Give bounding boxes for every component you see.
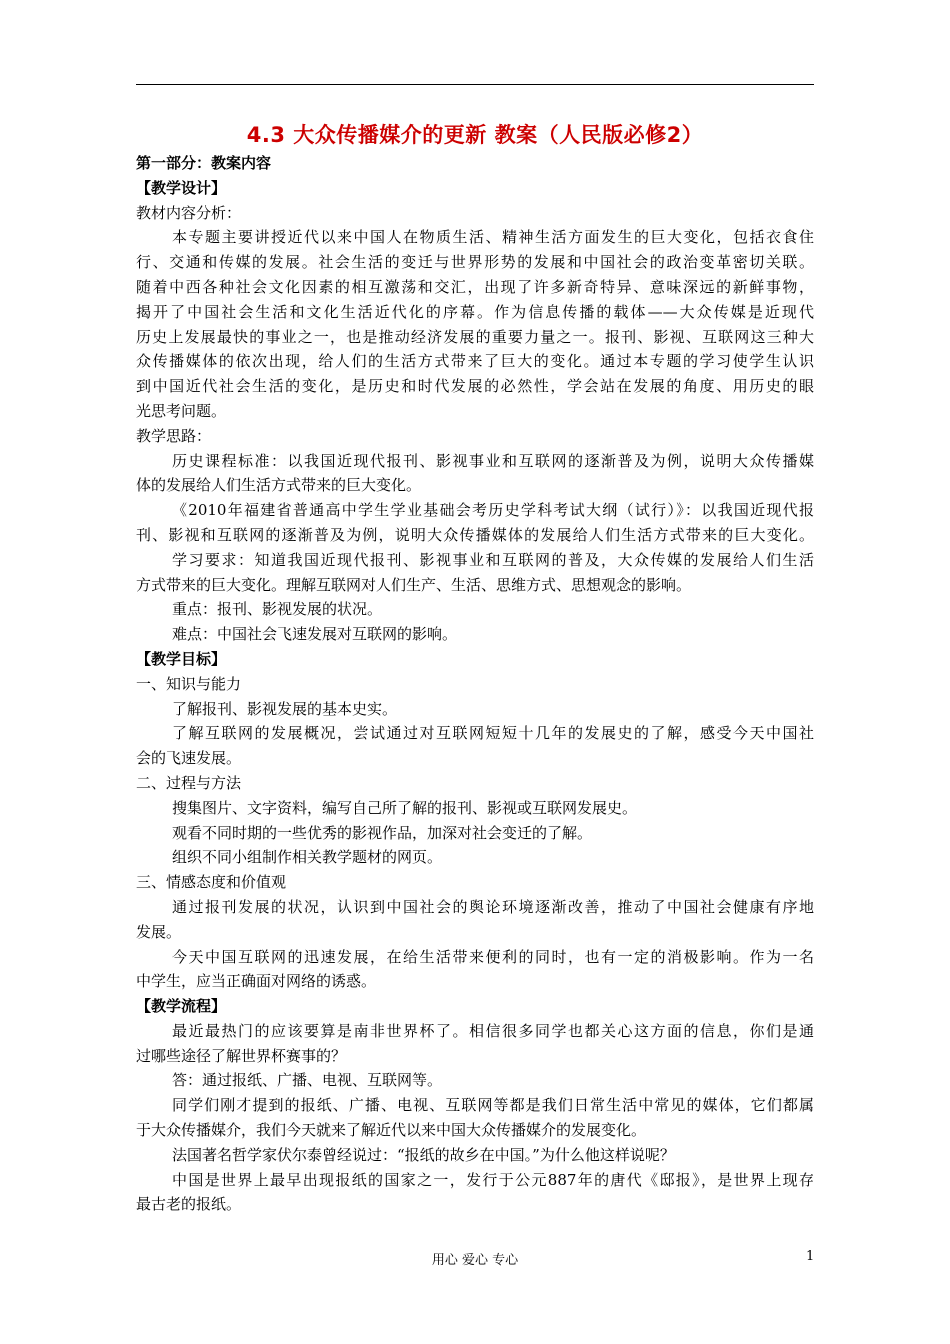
- text-line: 众传播媒体的依次出现，给人们的生活方式带来了巨大的变化。通过本专题的学习使学生认识: [136, 352, 814, 371]
- text-line: 法国著名哲学家伏尔泰曾经说过：“报纸的故乡在中国。”为什么他这样说呢？: [172, 1145, 675, 1164]
- text-line: 了解互联网的发展概况，尝试通过对互联网短短十几年的发展史的了解，感受今天中国社: [172, 724, 814, 743]
- section-heading: 第一部分：教案内容: [136, 154, 272, 172]
- section-heading: 【教学目标】: [136, 649, 227, 668]
- header-rule: [136, 84, 814, 85]
- text-line: 二、过程与方法: [136, 773, 242, 792]
- text-line: 刊、影视和互联网的逐渐普及为例，说明大众传播媒体的发展给人们生活方式带来的巨大变化。: [136, 525, 814, 544]
- text-line: 今天中国互联网的迅速发展，在给生活带来便利的同时，也有一定的消极影响。作为一名: [172, 947, 814, 966]
- text-line: 历史课程标准：以我国近现代报刊、影视事业和互联网的逐渐普及为例，说明大众传播媒: [172, 451, 814, 470]
- text-line: 于大众传播媒介，我们今天就来了解近代以来中国大众传播媒介的发展变化。: [136, 1121, 647, 1140]
- text-line: 发展。: [136, 922, 182, 941]
- document-body: [136, 151, 814, 1217]
- text-line: 了解报刊、影视发展的基本史实。: [172, 699, 398, 718]
- text-line: 《2010年福建省普通高中学生学业基础会考历史学科考试大纲（试行）》：以我国近现代报: [172, 501, 814, 520]
- text-line: 行、交通和传媒的发展。社会生活的变迁与世界形势的发展和中国社会的政治变革密切关联。: [136, 253, 814, 272]
- text-line: 揭开了中国社会生活和文化生活近代化的序幕。作为信息传播的载体——大众传媒是近现代: [136, 302, 814, 321]
- section-heading: 【教学设计】: [136, 178, 227, 197]
- text-line: 三、情感态度和价值观: [136, 873, 287, 892]
- text-line: 方式带来的巨大变化。理解互联网对人们生产、生活、思维方式、思想观念的影响。: [136, 575, 692, 594]
- text-line: 最古老的报纸。: [136, 1195, 242, 1214]
- text-line: 会的飞速发展。: [136, 749, 242, 768]
- text-line: 搜集图片、文字资料，编写自己所了解的报刊、影视或互联网发展史。: [172, 798, 638, 817]
- text-line: 中学生，应当正确面对网络的诱惑。: [136, 972, 377, 991]
- text-line: 光思考问题。: [136, 401, 227, 420]
- text-line: 通过报刊发展的状况，认识到中国社会的舆论环境逐渐改善，推动了中国社会健康有序地: [172, 897, 814, 916]
- text-line: 同学们刚才提到的报纸、广播、电视、互联网等都是我们日常生活中常见的媒体，它们都属: [172, 1096, 814, 1115]
- text-line: 中国是世界上最早出现报纸的国家之一，发行于公元887年的唐代《邸报》，是世界上现存: [172, 1170, 814, 1189]
- document-title: 4.3 大众传播媒介的更新 教案（人民版必修2）: [246, 123, 704, 147]
- text-line: 学习要求：知道我国近现代报刊、影视事业和互联网的普及，大众传媒的发展给人们生活: [172, 550, 814, 569]
- text-line: 答：通过报纸、广播、电视、互联网等。: [172, 1071, 443, 1090]
- text-line: 体的发展给人们生活方式带来的巨大变化。: [136, 476, 422, 495]
- text-line: 一、知识与能力: [136, 674, 242, 693]
- text-line: 组织不同小组制作相关教学题材的网页。: [172, 848, 443, 867]
- text-line: 随着中西各种社会文化因素的相互激荡和交汇，出现了许多新奇特异、意味深远的新鲜事物，: [136, 277, 814, 296]
- text-line: 教材内容分析：: [136, 203, 242, 222]
- text-line: 最近最热门的应该要算是南非世界杯了。相信很多同学也都关心这方面的信息，你们是通: [172, 1021, 814, 1040]
- footer-motto: 用心 爱心 专心: [431, 1253, 519, 1268]
- text-line: 重点：报刊、影视发展的状况。: [172, 600, 383, 619]
- page-number: 1: [806, 1249, 815, 1264]
- text-line: 本专题主要讲授近代以来中国人在物质生活、精神生活方面发生的巨大变化，包括衣食住: [172, 228, 814, 247]
- text-line: 到中国近代社会生活的变化，是历史和时代发展的必然性，学会站在发展的角度、用历史的眼: [136, 377, 814, 396]
- text-line: 过哪些途径了解世界杯赛事的？: [136, 1046, 347, 1065]
- text-line: 难点：中国社会飞速发展对互联网的影响。: [172, 625, 458, 644]
- text-line: 教学思路：: [136, 426, 212, 445]
- text-line: 观看不同时期的一些优秀的影视作品，加深对社会变迁的了解。: [172, 823, 593, 842]
- text-line: 历史上发展最快的事业之一，也是推动经济发展的重要力量之一。报刊、影视、互联网这三种大: [136, 327, 814, 346]
- section-heading: 【教学流程】: [136, 997, 227, 1016]
